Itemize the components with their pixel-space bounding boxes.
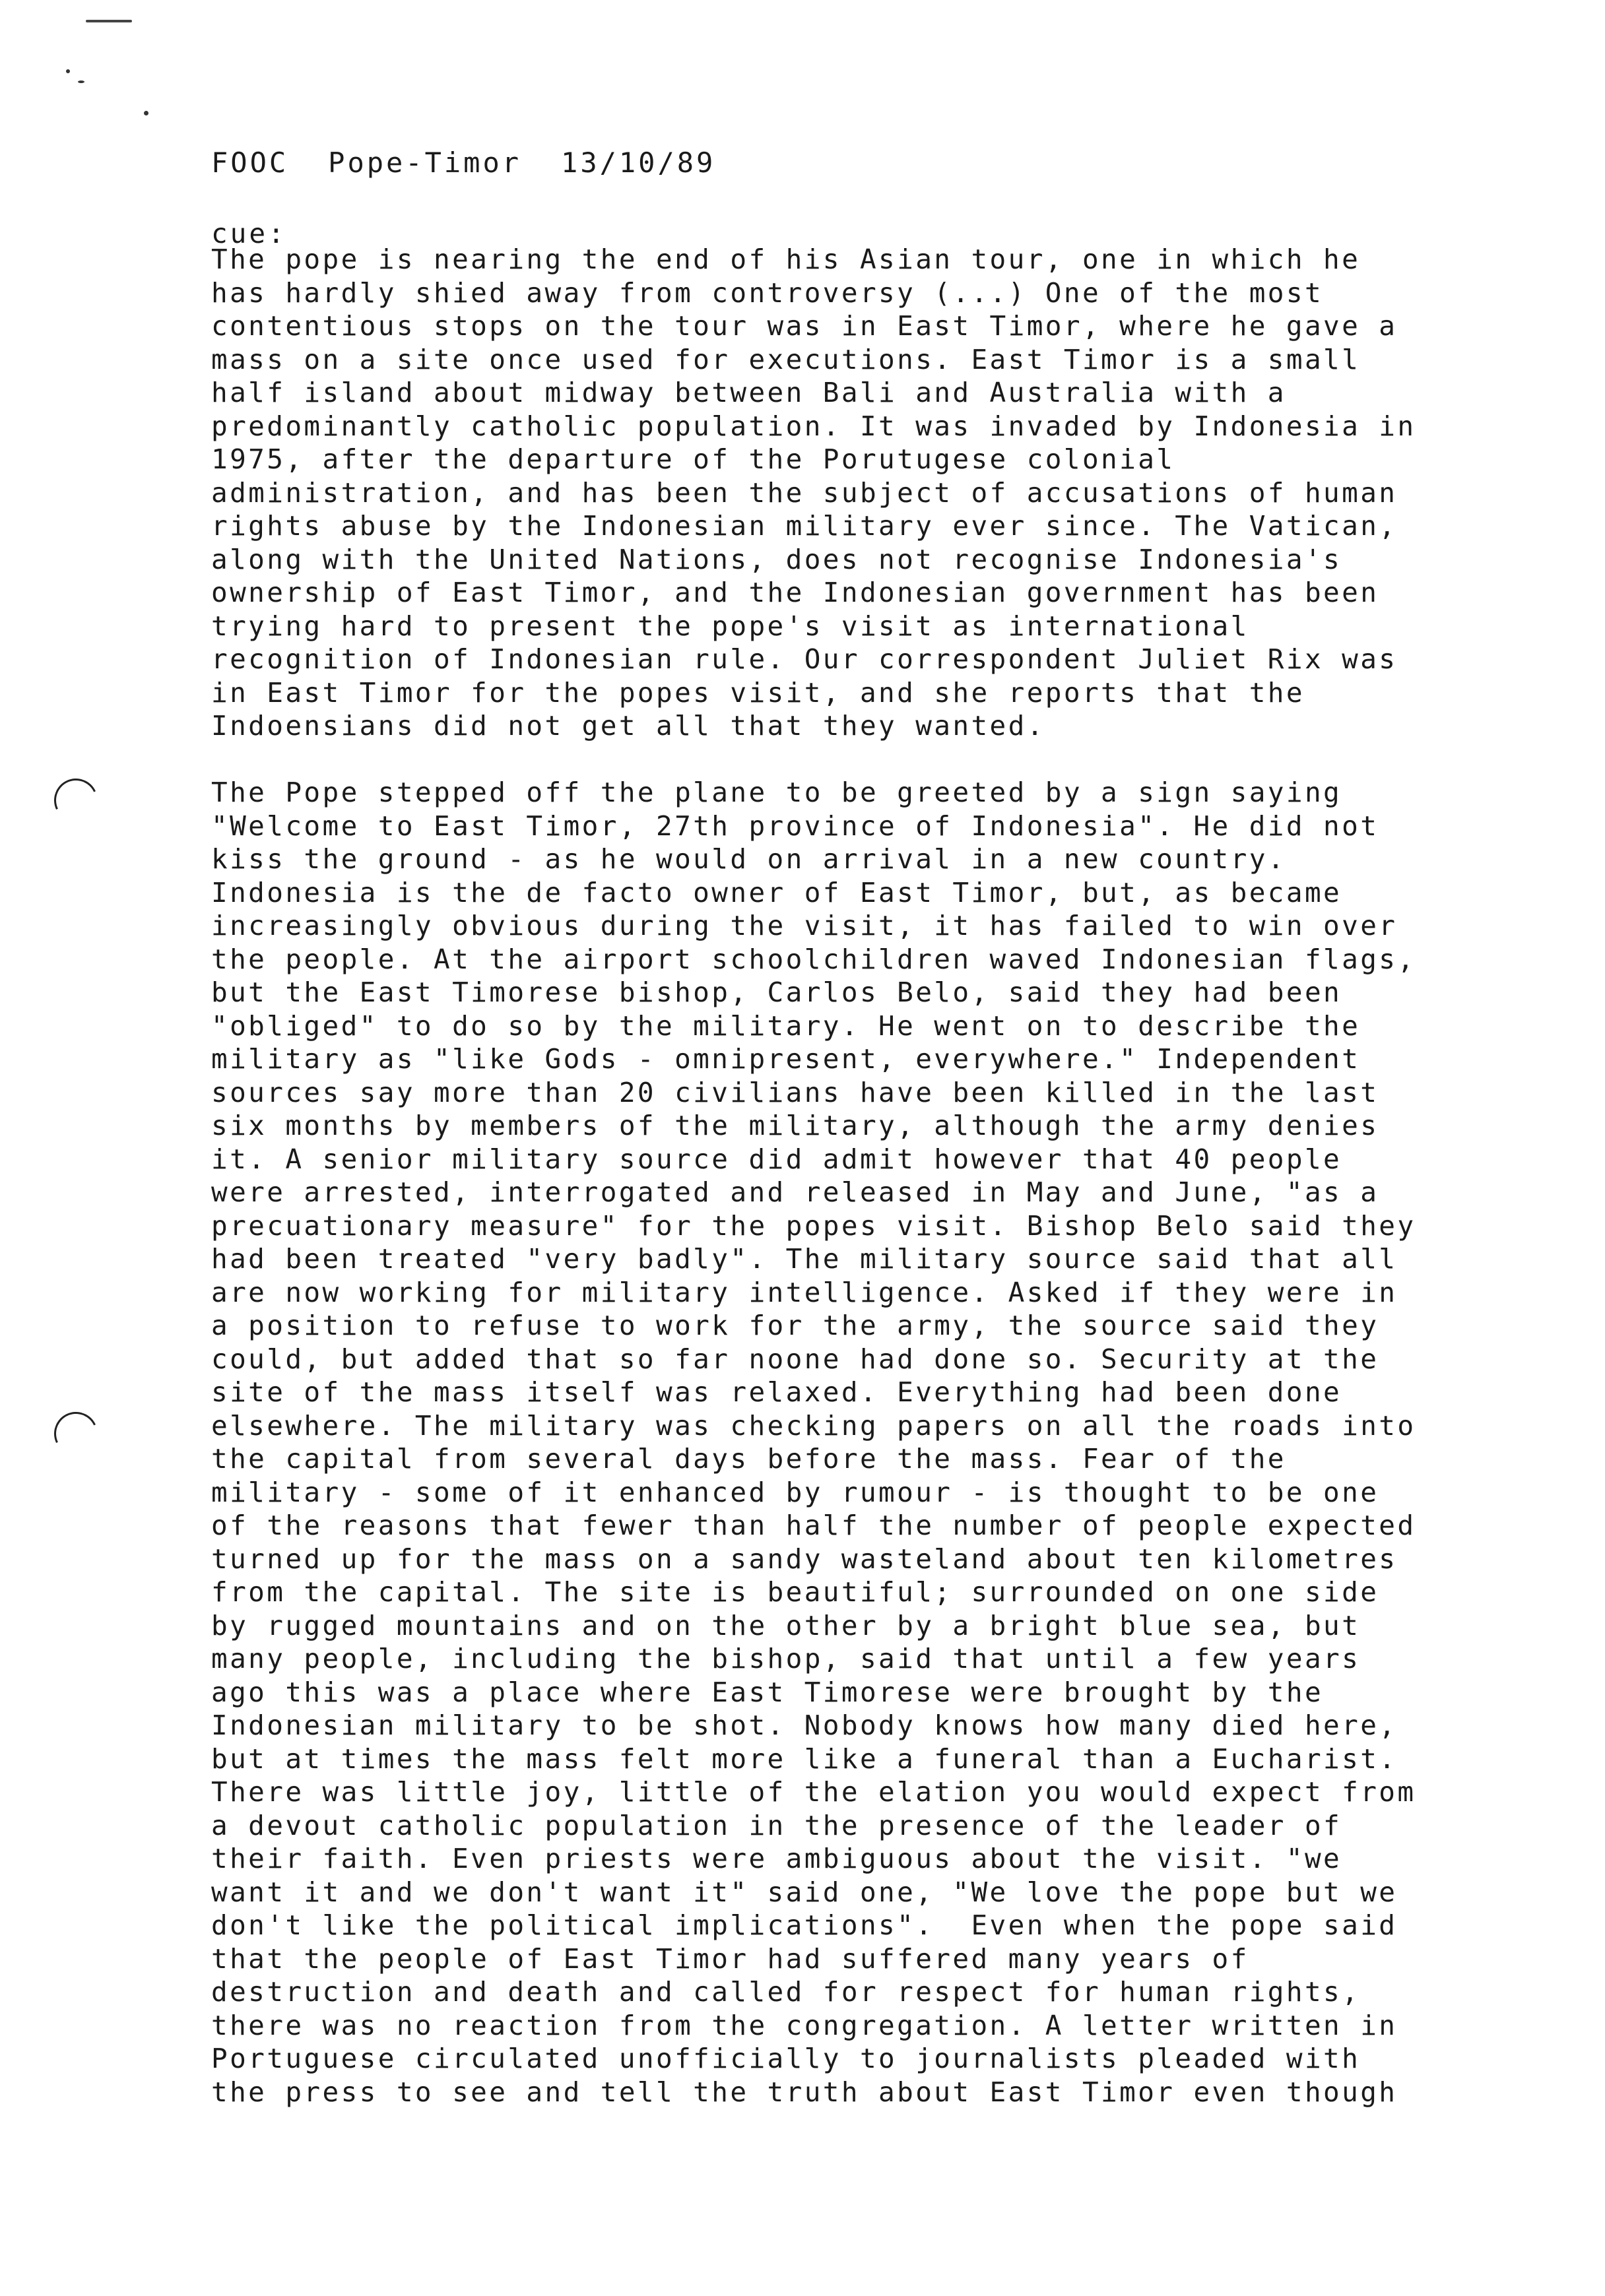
text-line: sources say more than 20 civilians have been killed in the last (211, 1076, 1379, 1108)
text-line: The pope is nearing the end of his Asian tour, one in which he (211, 243, 1361, 275)
text-line: a devout catholic population in the presence of the leader of (211, 1809, 1342, 1841)
text-line: Indoensians did not get all that they wanted. (211, 710, 1045, 742)
cue-paragraph (211, 243, 1544, 743)
text-line: administration, and has been the subject of accusations of human (211, 476, 1398, 509)
text-line: increasingly obvious during the visit, it has failed to win over (211, 910, 1398, 941)
text-line: military as "like Gods - omnipresent, everywhere." Independent (211, 1043, 1361, 1075)
text-line: there was no reaction from the congregation. A letter written in (211, 2009, 1398, 2041)
text-line: site of the mass itself was relaxed. Everything had been done (211, 1376, 1342, 1408)
text-line: rights abuse by the Indonesian military ever since. The Vatican, (211, 510, 1398, 542)
text-line: don't like the political implications". Even when the pope said (211, 1909, 1398, 1941)
text-line: in East Timor for the popes visit, and she reports that the (211, 676, 1305, 709)
text-line: predominantly catholic population. It was invaded by Indonesia in (211, 410, 1416, 442)
text-line: could, but added that so far noone had done so. Security at the (211, 1343, 1379, 1375)
text-line: by rugged mountains and on the other by a bright blue sea, but (211, 1609, 1361, 1642)
text-line: but the East Timorese bishop, Carlos Belo, said they had been (211, 976, 1342, 1008)
text-line: has hardly shied away from controversy (...) One of the most (211, 276, 1324, 309)
text-line: mass on a site once used for executions. East Timor is a small (211, 343, 1361, 375)
text-line: ago this was a place where East Timorese were brought by the (211, 1676, 1324, 1708)
text-line: contentious stops on the tour was in East Timor, where he gave a (211, 310, 1398, 342)
scan-speck (144, 111, 148, 115)
text-line: many people, including the bishop, said that until a few years (211, 1643, 1361, 1674)
text-line: but at times the mass felt more like a funeral than a Eucharist. (211, 1742, 1398, 1775)
text-line: from the capital. The site is beautiful; surrounded on one side (211, 1576, 1379, 1608)
text-line: "obliged" to do so by the military. He went on to describe the (211, 1009, 1361, 1042)
punch-hole-mark (48, 1406, 104, 1462)
text-line: that the people of East Timor had suffered many years of (211, 1942, 1249, 1975)
punch-hole-mark (48, 773, 104, 829)
document-header (211, 146, 715, 179)
text-line: had been treated "very badly". The military source said that all (211, 1243, 1398, 1275)
text-line: a position to refuse to work for the army, the source said they (211, 1310, 1379, 1341)
text-line: destruction and death and called for respect for human rights, (211, 1976, 1361, 2008)
text-line: There was little joy, little of the elation you would expect from (211, 1776, 1416, 1808)
text-line: their faith. Even priests were ambiguous about the visit. "we (211, 1843, 1342, 1874)
text-line: Indonesia is the de facto owner of East Timor, but, as became (211, 876, 1342, 909)
text-line: it. A senior military source did admit however that 40 people (211, 1143, 1342, 1175)
text-line: recognition of Indonesian rule. Our correspondent Juliet Rix was (211, 643, 1398, 675)
scan-speck (66, 69, 70, 73)
text-line: 1975, after the departure of the Porutugese colonial (211, 443, 1175, 475)
scan-speck (78, 80, 84, 83)
text-line: are now working for military intelligence. Asked if they were in (211, 1276, 1398, 1308)
cue-label: cue: (211, 218, 287, 249)
text-line: six months by members of the military, although the army denies (211, 1110, 1379, 1141)
text-line: "Welcome to East Timor, 27th province of Indonesia". He did not (211, 810, 1379, 842)
text-line: precuationary measure" for the popes visit. Bishop Belo said they (211, 1209, 1416, 1242)
text-line: the press to see and tell the truth about East Timor even though (211, 2076, 1398, 2108)
text-line: Indonesian military to be shot. Nobody knows how many died here, (211, 1709, 1398, 1741)
text-line: were arrested, interrogated and released in May and June, "as a (211, 1176, 1379, 1208)
text-line: military - some of it enhanced by rumour - is thought to be one (211, 1476, 1379, 1508)
story-slug: Pope-Timor (328, 146, 522, 179)
text-line: the people. At the airport schoolchildren waved Indonesian flags, (211, 943, 1416, 975)
text-line: along with the United Nations, does not recognise Indonesia's (211, 543, 1342, 575)
programme-code: FOOC (211, 146, 289, 179)
text-line: elsewhere. The military was checking papers on all the roads into (211, 1409, 1416, 1442)
text-line: turned up for the mass on a sandy wasteland about ten kilometres (211, 1543, 1398, 1575)
text-line: trying hard to present the pope's visit as international (211, 610, 1249, 642)
text-line: of the reasons that fewer than half the number of people expected (211, 1510, 1416, 1541)
text-line: kiss the ground - as he would on arrival in a new country. (211, 843, 1286, 875)
text-line: half island about midway between Bali and Australia with a (211, 377, 1286, 408)
text-line: the capital from several days before the mass. Fear of the (211, 1443, 1286, 1475)
text-line: ownership of East Timor, and the Indonesian government has been (211, 577, 1379, 608)
text-line: The Pope stepped off the plane to be greeted by a sign saying (211, 777, 1342, 808)
text-line: want it and we don't want it" said one, "We love the pope but we (211, 1876, 1398, 1908)
scan-mark (86, 20, 132, 22)
text-line: Portuguese circulated unofficially to journalists pleaded with (211, 2043, 1361, 2074)
report-paragraph (211, 776, 1544, 2109)
document-date: 13/10/89 (561, 146, 716, 179)
